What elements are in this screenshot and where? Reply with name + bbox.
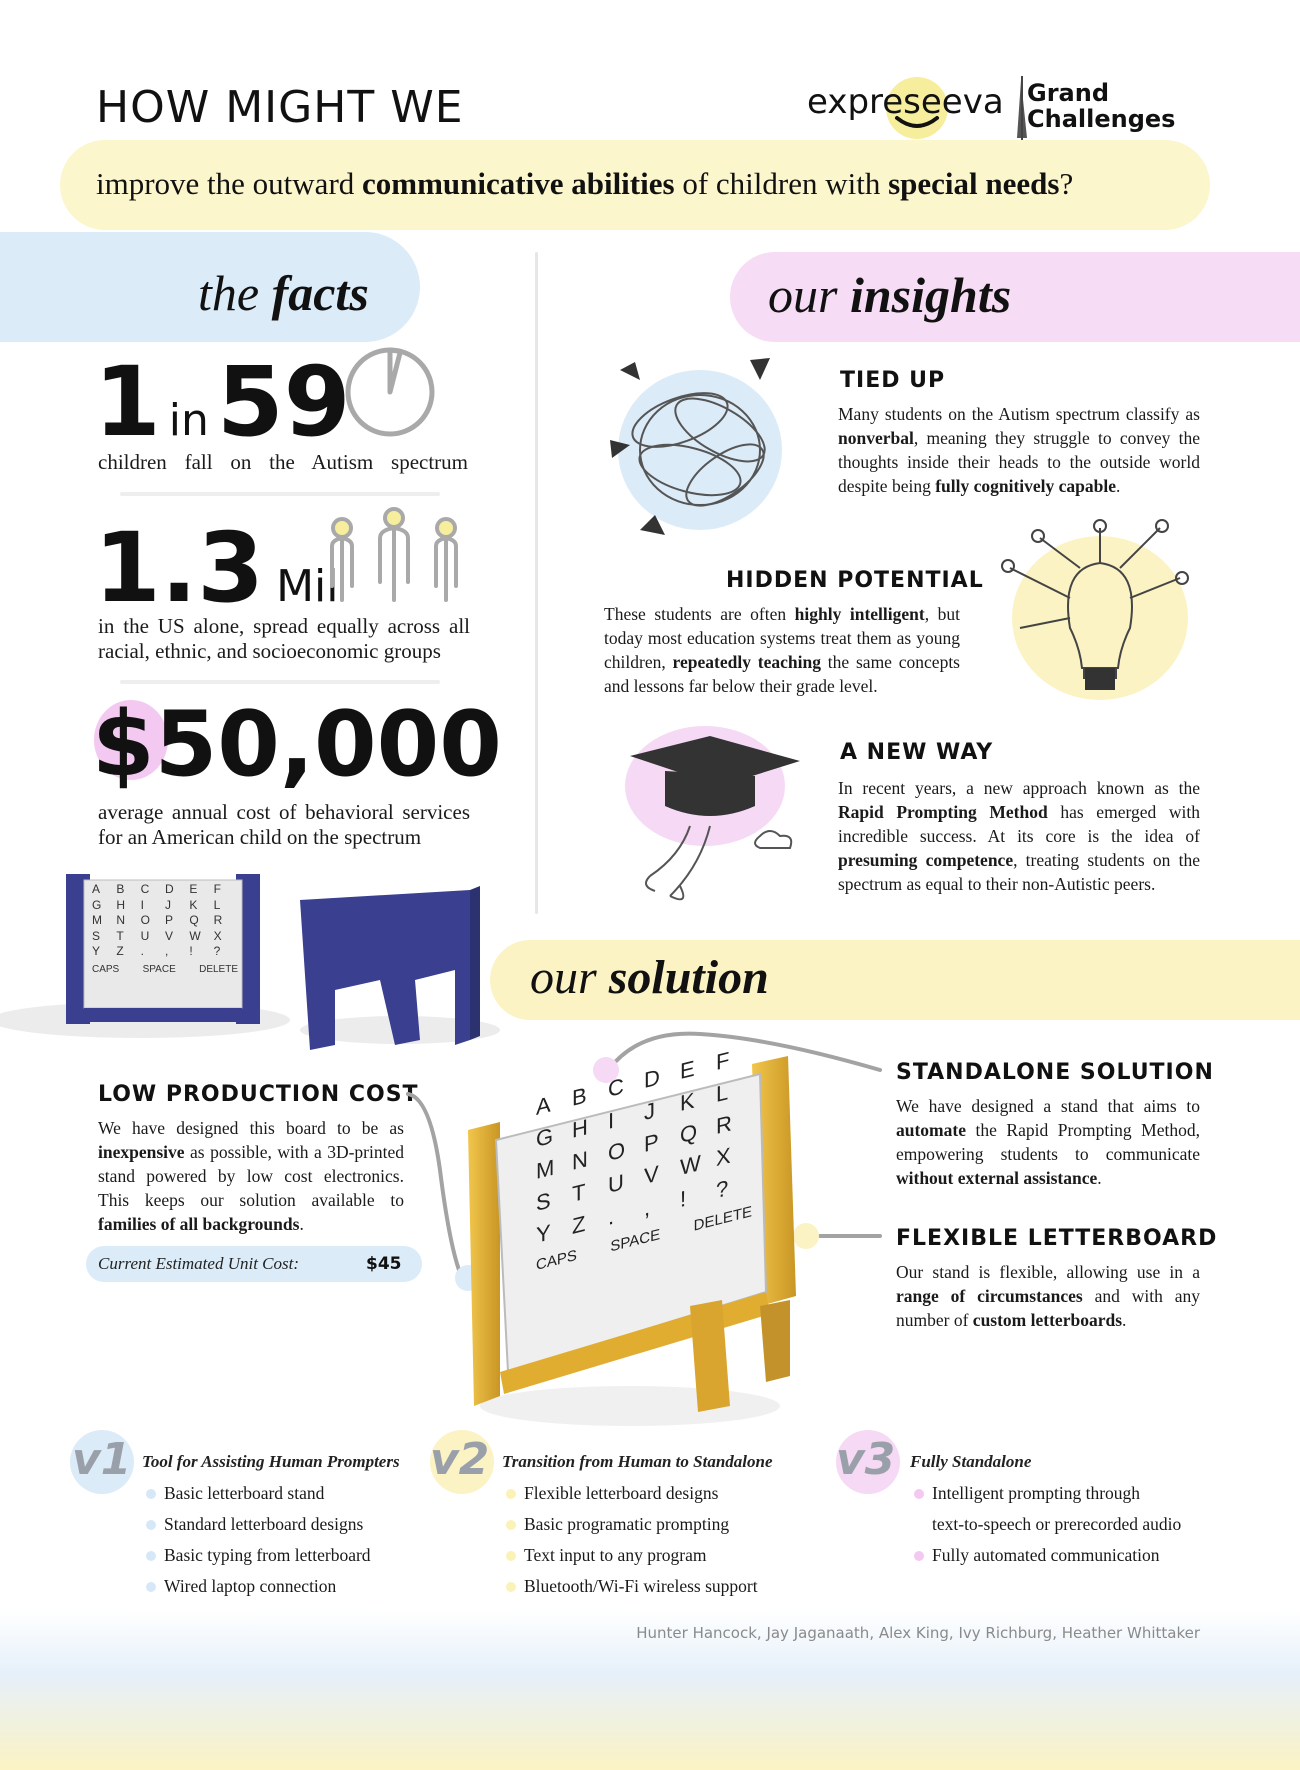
expreseeva-logo: expreseeva <box>807 82 1004 122</box>
v2-badge: v2 <box>430 1434 490 1485</box>
list-item: Flexible letterboard designs <box>506 1478 758 1509</box>
facts-heading: the facts <box>198 265 369 321</box>
grand-challenges-logo: Grand Challenges <box>1027 79 1176 133</box>
v3-title: Fully Standalone <box>910 1452 1032 1471</box>
list-item: Basic typing from letterboard <box>146 1540 371 1571</box>
stat-50000: $50,000 <box>92 692 502 797</box>
hidden-potential-title: HIDDEN POTENTIAL <box>726 568 984 593</box>
hidden-potential-text: These students are often highly intelligent, but today most education systems treat them as young children, repeatedly teaching the same concepts and lessons far below their grade level. <box>604 604 960 696</box>
v1-title: Tool for Assisting Human Prompters <box>142 1452 400 1471</box>
pie-chart-icon <box>342 344 438 440</box>
v2-title: Transition from Human to Standalone <box>502 1452 773 1471</box>
tied-up-text: Many students on the Autism spectrum classify as nonverbal, meaning they struggle to convey the thoughts inside their heads to the outside world despite being fully cognitively capable. <box>838 404 1200 496</box>
new-way-title: A NEW WAY <box>840 740 994 765</box>
v3-feature-list <box>914 1478 1181 1571</box>
list-item: Bluetooth/Wi-Fi wireless support <box>506 1571 758 1602</box>
list-item: Text input to any program <box>506 1540 758 1571</box>
new-way-text: In recent years, a new approach known as the Rapid Prompting Method has emerged with incredible success. At its core is the idea of presuming competence, treating students on the spectrum as equal to their non-Autistic peers. <box>838 778 1200 894</box>
list-item: Intelligent prompting through <box>914 1478 1181 1509</box>
stat-1-in-59: 1 in59 <box>94 346 351 458</box>
low-cost-title: LOW PRODUCTION COST <box>98 1082 419 1107</box>
v2-feature-list <box>506 1478 758 1602</box>
insights-heading: our insights <box>768 267 1012 323</box>
standalone-title: STANDALONE SOLUTION <box>896 1060 1214 1085</box>
question-text: improve the outward communicative abilities of children with special needs? <box>96 166 1074 201</box>
v1-badge: v1 <box>72 1434 132 1485</box>
flexible-title: FLEXIBLE LETTERBOARD <box>896 1226 1218 1251</box>
cost-value: $45 <box>366 1254 402 1274</box>
list-item: Standard letterboard designs <box>146 1509 371 1540</box>
standalone-text: We have designed a stand that aims to automate the Rapid Prompting Method, empowering students to communicate without external assistance. <box>896 1096 1200 1188</box>
low-cost-text: We have designed this board to be as inexpensive as possible, with a 3D-printed stand powered by low cost electronics. This keeps our solution available to families of all backgrounds. <box>98 1118 404 1234</box>
brand-logos <box>805 74 1205 144</box>
lightbulb-illustration <box>990 508 1200 718</box>
list-item: text-to-speech or prerecorded audio <box>932 1514 1182 1534</box>
cost-label: Current Estimated Unit Cost: <box>98 1254 300 1273</box>
list-item: Basic letterboard stand <box>146 1478 371 1509</box>
navy-board-letters: A B C D E F G H I J K L M N O P Q R S T U V W X Y Z . , ! ? CAPS SPACE DELETE <box>92 882 238 975</box>
v1-feature-list <box>146 1478 371 1602</box>
how-might-we-title: HOW MIGHT WE <box>96 82 464 133</box>
v3-badge: v3 <box>836 1434 896 1485</box>
stat-1-description: children fall on the Autism spectrum <box>98 450 468 474</box>
stat-1-3-mil: 1.3 Mil <box>94 512 339 624</box>
list-item: Wired laptop connection <box>146 1571 371 1602</box>
list-item: Fully automated communication <box>914 1540 1181 1571</box>
flexible-text: Our stand is flexible, allowing use in a range of circumstances and with any number of custom letterboards. <box>896 1262 1200 1330</box>
stat-divider <box>120 680 440 684</box>
stat-2-description: in the US alone, spread equally across all racial, ethnic, and socioeconomic groups <box>98 614 470 663</box>
stat-divider <box>120 492 440 496</box>
stat-3-description: average annual cost of behavioral services for an American child on the spectrum <box>98 800 470 849</box>
gold-board-letters: A B C D E F G H I J K L M N O P Q R S T U V W X Y Z . , ! ? CAPS SPACE DELETE <box>536 1046 752 1274</box>
list-item: Basic programatic prompting <box>506 1509 758 1540</box>
knot-illustration <box>600 350 810 550</box>
graduation-cap-illustration <box>610 716 810 916</box>
people-icon <box>322 506 472 606</box>
tied-up-title: TIED UP <box>840 368 946 393</box>
credits: Hunter Hancock, Jay Jaganaath, Alex King, Ivy Richburg, Heather Whittaker <box>636 1624 1200 1642</box>
column-divider <box>535 252 538 914</box>
solution-heading: our solution <box>530 951 769 1004</box>
